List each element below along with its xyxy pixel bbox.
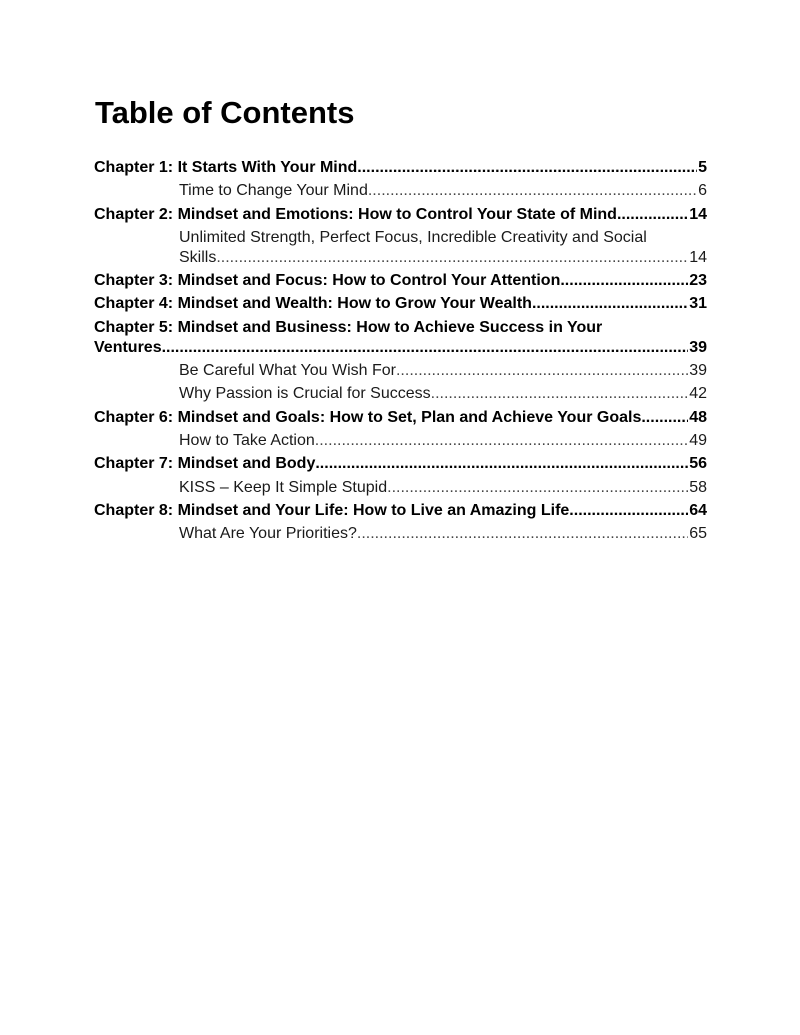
toc-entry-page: 42: [689, 385, 707, 403]
toc-list: [94, 158, 707, 547]
toc-entry-title: Chapter 7: Mindset and Body: [94, 455, 316, 473]
toc-entry-title: What Are Your Priorities?: [179, 525, 357, 543]
toc-entry-title: Skills: [179, 248, 217, 266]
dot-leader: [532, 294, 688, 314]
toc-entry-page: 23: [689, 272, 707, 290]
dot-leader: [641, 408, 688, 428]
toc-entry-page: 6: [698, 182, 707, 200]
toc-entry-title: Time to Change Your Mind: [179, 182, 368, 200]
toc-entry-title: Chapter 8: Mindset and Your Life: How to Live an Amazing Life: [94, 501, 570, 519]
toc-section-entry[interactable]: [94, 228, 707, 268]
toc-section-entry[interactable]: [94, 361, 707, 381]
toc-entry-page: 64: [689, 501, 707, 519]
toc-entry-title: Ventures: [94, 338, 162, 356]
toc-entry-title: How to Take Action: [179, 431, 315, 449]
toc-entry-title: Chapter 3: Mindset and Focus: How to Control Your Attention: [94, 272, 561, 290]
toc-entry-page: 49: [689, 431, 707, 449]
toc-entry-title: Chapter 6: Mindset and Goals: How to Set, Plan and Achieve Your Goals: [94, 408, 642, 426]
toc-entry-title: Chapter 1: It Starts With Your Mind: [94, 159, 358, 176]
toc-chapter-entry[interactable]: [94, 271, 707, 291]
toc-entry-title-line: Chapter 5: Mindset and Business: How to Achieve Success in Your: [94, 318, 603, 336]
toc-entry-page: 65: [689, 525, 707, 543]
toc-entry-page: 14: [689, 205, 707, 223]
dot-leader: [357, 158, 697, 178]
toc-chapter-entry[interactable]: [94, 501, 707, 521]
dot-leader: [396, 361, 688, 381]
toc-chapter-entry[interactable]: [94, 408, 707, 428]
toc-entry-title: Chapter 4: Mindset and Wealth: How to Grow Your Wealth: [94, 295, 532, 313]
toc-entry-page: 5: [698, 159, 707, 176]
toc-entry-title: Chapter 2: Mindset and Emotions: How to Control Your State of Mind: [94, 205, 617, 223]
toc-entry-page: 31: [689, 295, 707, 313]
toc-entry-page: 39: [689, 338, 707, 356]
toc-chapter-entry[interactable]: [94, 454, 707, 474]
toc-section-entry[interactable]: [94, 181, 707, 201]
page-title: Table of Contents: [95, 95, 355, 130]
toc-chapter-entry[interactable]: [94, 158, 707, 178]
dot-leader: [315, 454, 688, 474]
dot-leader: [560, 271, 688, 291]
toc-entry-page: 56: [689, 455, 707, 473]
toc-section-entry[interactable]: [94, 384, 707, 404]
toc-chapter-entry[interactable]: [94, 318, 707, 358]
toc-chapter-entry[interactable]: [94, 294, 707, 314]
toc-entry-page: 14: [689, 248, 707, 266]
toc-entry-page: 48: [689, 408, 707, 426]
toc-entry-title: Be Careful What You Wish For: [179, 362, 396, 380]
dot-leader: [368, 181, 697, 201]
toc-entry-page: 39: [689, 362, 707, 380]
dot-leader: [387, 478, 688, 498]
toc-entry-title-line: Unlimited Strength, Perfect Focus, Incredible Creativity and Social: [179, 228, 647, 246]
toc-section-entry[interactable]: [94, 431, 707, 451]
toc-entry-page: 58: [689, 478, 707, 496]
toc-chapter-entry[interactable]: [94, 205, 707, 225]
toc-entry-title: Why Passion is Crucial for Success: [179, 385, 431, 403]
toc-entry-title: KISS – Keep It Simple Stupid: [179, 478, 388, 496]
dot-leader: [216, 248, 688, 268]
dot-leader: [315, 431, 688, 451]
dot-leader: [357, 524, 688, 544]
dot-leader: [162, 338, 689, 358]
toc-section-entry[interactable]: [94, 524, 707, 544]
dot-leader: [617, 205, 688, 225]
toc-section-entry[interactable]: [94, 478, 707, 498]
dot-leader: [431, 384, 689, 404]
dot-leader: [569, 501, 688, 521]
